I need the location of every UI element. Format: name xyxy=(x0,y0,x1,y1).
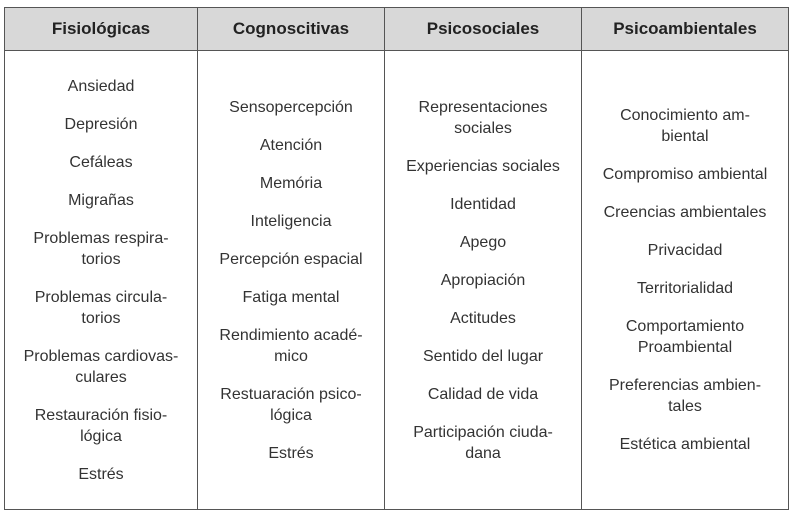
cell-text-line: Territorialidad xyxy=(636,280,734,297)
cell-text-line: Privacidad xyxy=(647,242,723,259)
cell-text-line: Apego xyxy=(459,233,507,251)
cell-text-line: Rendimiento acadé- xyxy=(219,326,363,344)
cell-text-line: Actitudes xyxy=(450,309,516,327)
table-cell-item xyxy=(626,316,744,358)
cell-text-line: Sentido del lugar xyxy=(422,347,544,365)
cell-text-line: dana xyxy=(465,444,501,462)
cell-text-line: culares xyxy=(75,368,127,386)
column-psicosociales xyxy=(385,8,582,509)
categories-table xyxy=(4,7,789,510)
table-cell-item xyxy=(68,190,134,211)
cell-text-line: Comportamiento xyxy=(625,318,745,335)
table-cell-item xyxy=(229,97,353,118)
cell-text-line: Experiencias sociales xyxy=(406,157,560,175)
cell-text-line: Problemas circula- xyxy=(34,288,168,306)
table-cell-item xyxy=(268,443,313,464)
table-cell-item xyxy=(65,114,138,135)
table-cell-item xyxy=(219,325,362,367)
table-cell-item xyxy=(413,422,553,464)
table-cell-item xyxy=(450,194,516,215)
cell-text-line: Restauración fisio- xyxy=(34,406,168,424)
cell-text-line: Preferencias ambien- xyxy=(608,377,762,394)
cell-text-line: sociales xyxy=(454,119,512,137)
cell-text-line: biental xyxy=(661,128,709,145)
column-header: Psicosociales xyxy=(385,8,581,51)
cell-text-line: Atención xyxy=(259,136,323,154)
cell-text-line: Cefáleas xyxy=(69,153,133,171)
table-cell-item xyxy=(35,405,168,447)
cell-text-line: Depresión xyxy=(64,115,138,133)
cell-text-line: Creencias ambientales xyxy=(603,204,767,221)
table-cell-item xyxy=(423,346,543,367)
column-body xyxy=(385,51,581,509)
column-header: Cognoscitivas xyxy=(198,8,384,51)
column-header: Psicoambientales xyxy=(582,8,788,51)
table-cell-item xyxy=(603,164,768,185)
table-cell-item xyxy=(24,346,179,388)
table-cell-item xyxy=(69,152,132,173)
column-fisiologicas xyxy=(5,8,198,509)
column-body xyxy=(5,51,197,509)
cell-text-line: Problemas cardiovas- xyxy=(23,347,179,365)
cell-text-line: Conocimiento am- xyxy=(620,107,750,124)
table-cell-item xyxy=(428,384,538,405)
cell-text-line: Proambiental xyxy=(637,339,733,356)
cell-text-line: Apropiación xyxy=(440,271,526,289)
cell-text-line: Estrés xyxy=(78,465,124,483)
cell-text-line: tales xyxy=(668,398,702,415)
cell-text-line: Identidad xyxy=(450,195,516,213)
column-psicoambientales xyxy=(582,8,788,509)
cell-text-line: lógica xyxy=(80,427,122,445)
table-cell-item xyxy=(219,249,362,270)
table-cell-item xyxy=(33,228,168,270)
column-cognoscitivas xyxy=(198,8,385,509)
cell-text-line: Representaciones xyxy=(418,98,548,116)
cell-text-line: torios xyxy=(81,309,121,327)
cell-text-line: Fatiga mental xyxy=(242,288,340,306)
table-cell-item xyxy=(260,173,322,194)
column-header: Fisiológicas xyxy=(5,8,197,51)
cell-text-line: Restuaración psico- xyxy=(220,385,362,403)
cell-text-line: Problemas respira- xyxy=(33,229,169,247)
cell-text-line: Compromiso ambiental xyxy=(602,166,768,183)
table-cell-item xyxy=(604,202,767,223)
table-cell-item xyxy=(406,156,560,177)
table-cell-item xyxy=(637,278,733,299)
table-cell-item xyxy=(220,384,361,426)
table-cell-item xyxy=(620,105,750,147)
cell-text-line: Migrañas xyxy=(68,191,134,209)
table-cell-item xyxy=(620,434,751,455)
cell-text-line: lógica xyxy=(270,406,312,424)
table-cell-item xyxy=(251,211,332,232)
table-cell-item xyxy=(609,375,761,417)
cell-text-line: Calidad de vida xyxy=(427,385,539,403)
table-cell-item xyxy=(35,287,167,329)
cell-text-line: Sensopercepción xyxy=(229,98,353,116)
column-body xyxy=(198,51,384,509)
column-body xyxy=(582,51,788,509)
table-cell-item xyxy=(78,464,123,485)
cell-text-line: Ansiedad xyxy=(67,77,135,95)
table-cell-item xyxy=(260,135,322,156)
table-cell-item xyxy=(419,97,548,139)
table-cell-item xyxy=(68,76,135,97)
cell-text-line: mico xyxy=(274,347,308,365)
cell-text-line: torios xyxy=(81,250,121,268)
cell-text-line: Inteligencia xyxy=(250,212,332,230)
cell-text-line: Memória xyxy=(259,174,323,192)
cell-text-line: Percepción espacial xyxy=(219,250,363,268)
cell-text-line: Estética ambiental xyxy=(619,436,751,453)
table-cell-item xyxy=(450,308,516,329)
table-cell-item xyxy=(441,270,526,291)
table-cell-item xyxy=(648,240,723,261)
table-cell-item xyxy=(460,232,506,253)
cell-text-line: Participación ciuda- xyxy=(413,423,553,441)
table-cell-item xyxy=(243,287,340,308)
cell-text-line: Estrés xyxy=(268,444,314,462)
